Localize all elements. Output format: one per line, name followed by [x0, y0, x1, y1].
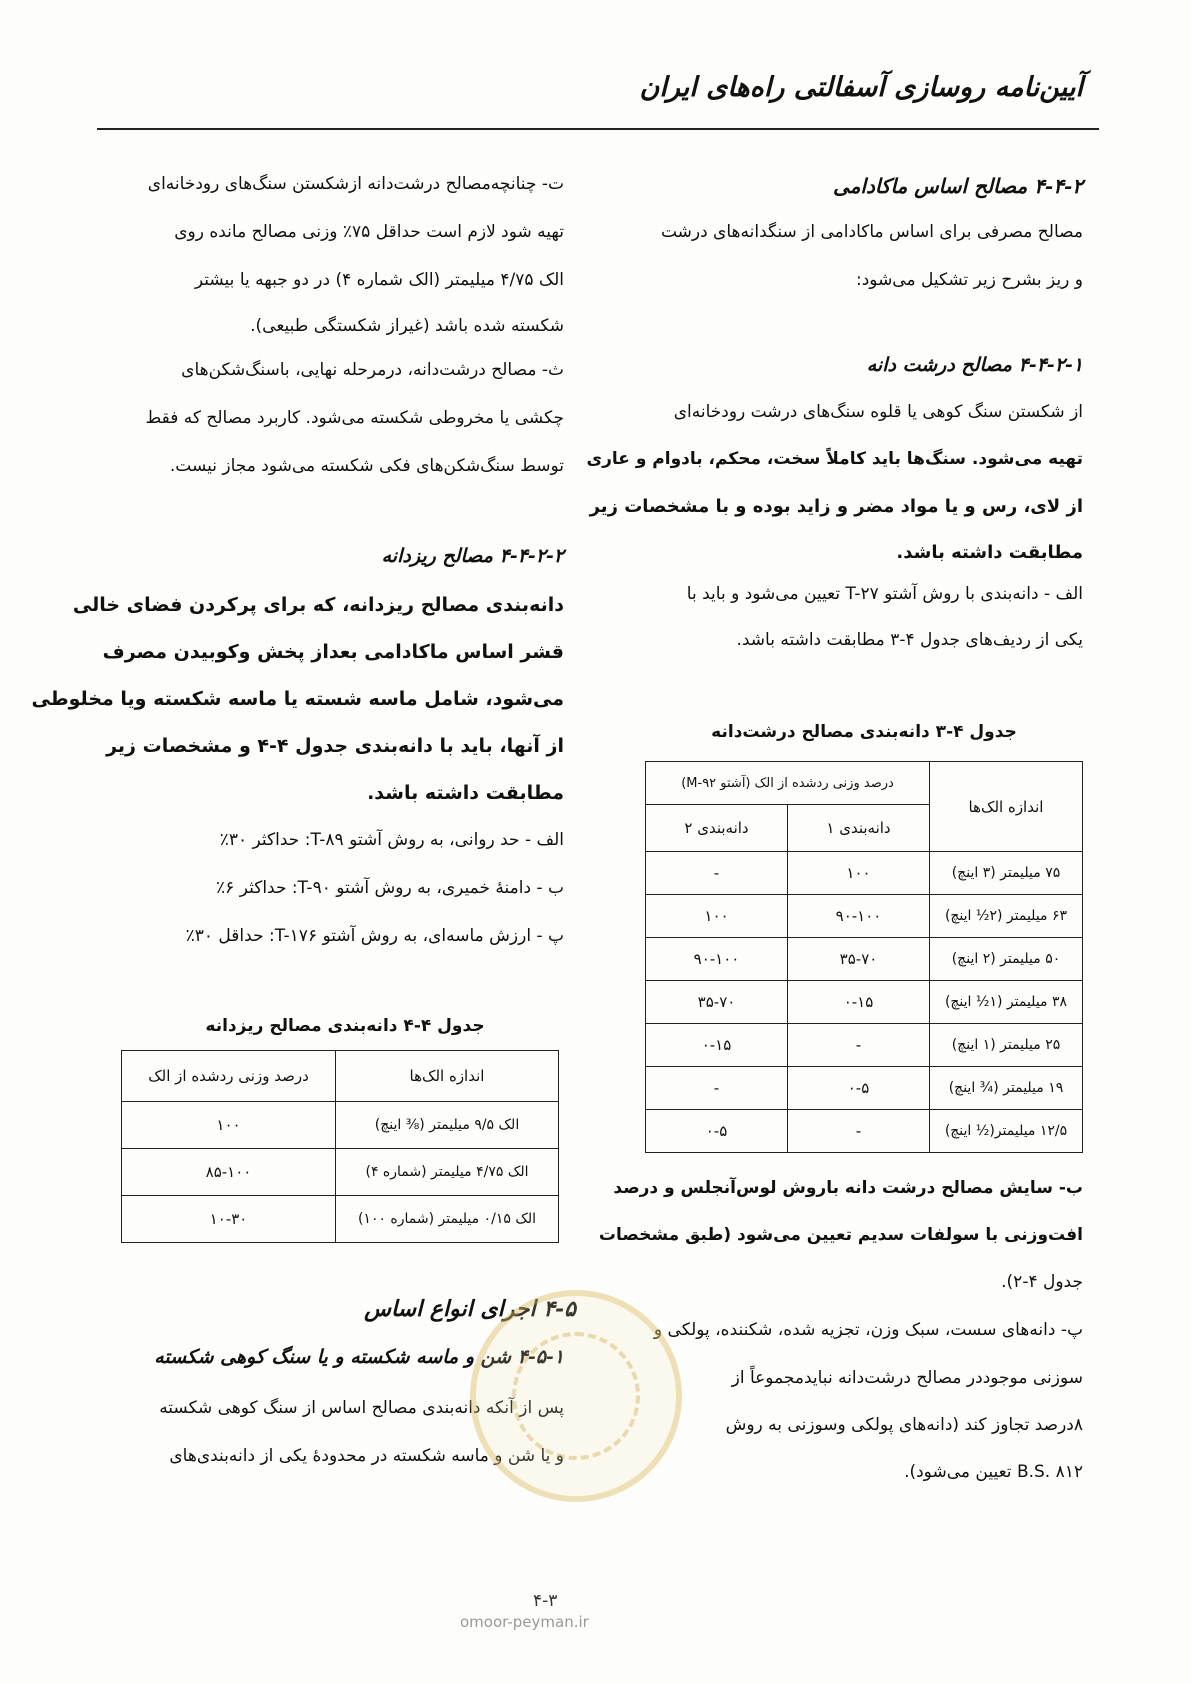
table-cell: ۹۰-۱۰۰ [788, 895, 930, 938]
table-cell: ۲۵ میلیمتر (۱ اینچ) [930, 1024, 1083, 1067]
footer-site [460, 1612, 589, 1632]
paragraph-line: و یا شن و ماسه شکسته در محدودهٔ یکی از دانه‌بندی‌های [169, 1446, 564, 1466]
paragraph-line: از آنها، باید با دانه‌بندی جدول ۴-۴ و مشخصات زیر [106, 735, 564, 757]
table-cell: الک ۰/۱۵ میلیمتر (شماره ۱۰۰) [336, 1196, 559, 1243]
paragraph-line: از لای، رس و یا مواد مضر و زاید بوده و با مشخصات زیر [589, 496, 1083, 517]
seal-inner-ring [512, 1332, 640, 1460]
paragraph-line: B.S. ۸۱۲ تعیین می‌شود). [904, 1462, 1083, 1482]
paragraph-line: مطابقت داشته باشد. [367, 782, 564, 804]
paragraph-line: دانه‌بندی مصالح ریزدانه، که برای پرکردن فضای خالی [72, 594, 564, 616]
fine-aggregate-table [121, 1050, 559, 1243]
paragraph-line: و ریز بشرح زیر تشکیل می‌شود: [855, 270, 1083, 290]
table-row [646, 1110, 1083, 1153]
table-cell: ۰-۵ [788, 1067, 930, 1110]
paragraph-line: ب - دامنهٔ خمیری، به روش آشتو T-۹۰: حداکثر ۶٪ [216, 878, 564, 898]
table-row [646, 938, 1083, 981]
table-row [646, 852, 1083, 895]
table-cell: ۱۲/۵ میلیمتر(½ اینچ) [930, 1110, 1083, 1153]
section-heading-4-4-2: ۴-۴-۲ مصالح اساس ماکادامی [833, 174, 1083, 198]
header-divider [97, 128, 1099, 130]
table-cell: - [646, 852, 788, 895]
table-cell: ۱۰-۳۰ [122, 1196, 336, 1243]
table-cell: - [788, 1110, 930, 1153]
paragraph-line: سوزنی موجوددر مصالح درشت‌دانه نباید‌مجموعاً از [731, 1368, 1083, 1388]
footer-site-text: omoor-peyman.ir [460, 1613, 589, 1631]
table-cell: ۵۰ میلیمتر (۲ اینچ) [930, 938, 1083, 981]
table-cell: ۳۵-۷۰ [646, 981, 788, 1024]
section-heading-4-5-1: ۴-۵-۱ شن و ماسه شکسته و یا سنگ کوهی شکسته [154, 1346, 564, 1368]
table-header-cell: اندازه الک‌ها [930, 762, 1083, 852]
paragraph-line: الف - دانه‌بندی با روش آشتو T-۲۷ تعیین می‌شود و باید با [686, 584, 1083, 604]
coarse-aggregate-table [645, 761, 1083, 1153]
table-cell: - [646, 1067, 788, 1110]
paragraph-line: توسط سنگ‌شکن‌های فکی شکسته می‌شود مجاز نیست. [169, 456, 564, 476]
paragraph-line: پ- دانه‌های سست، سبک وزن، تجزیه شده، شکننده، پولکی و [653, 1320, 1083, 1340]
table-row [122, 1102, 559, 1149]
table-cell: الک ۴/۷۵ میلیمتر (شماره ۴) [336, 1149, 559, 1196]
paragraph-line: مصالح مصرفی برای اساس ماکادامی از سنگدانه‌های درشت [660, 222, 1083, 242]
table-header-cell: دانه‌بندی ۲ [646, 805, 788, 852]
section-heading-4-4-2-2: ۴-۴-۲-۲ مصالح ریزدانه [381, 545, 564, 567]
paragraph-line: ث- مصالح درشت‌دانه، درمرحله نهایی، باسنگ‌شکن‌های [181, 360, 564, 380]
table-header-cell: درصد وزنی ردشده از الک [122, 1051, 336, 1102]
table-cell: ۹۰-۱۰۰ [646, 938, 788, 981]
paragraph-line: پ - ارزش ماسه‌ای، به روش آشتو T-۱۷۶: حداقل ۳۰٪ [185, 926, 564, 946]
table-cell: ۰-۱۵ [788, 981, 930, 1024]
table-header-cell: دانه‌بندی ۱ [788, 805, 930, 852]
page-number: ۴-۳ [533, 1591, 558, 1611]
paragraph-line: از شکستن سنگ کوهی یا قلوه سنگ‌های درشت رودخانه‌ای [673, 402, 1083, 422]
table-caption: جدول ۴-۴ دانه‌بندی مصالح ریزدانه [205, 1016, 485, 1036]
table-cell: ۱۰۰ [646, 895, 788, 938]
section-heading-4-4-2-1: ۴-۴-۲-۱ مصالح درشت دانه [866, 354, 1083, 376]
table-row [646, 895, 1083, 938]
paragraph-line: قشر اساس ماکادامی بعداز پخش وکوبیدن مصرف [102, 641, 564, 663]
paragraph-line: شکسته شده باشد (غیراز شکستگی طبیعی). [250, 316, 564, 336]
paragraph-line: افت‌وزنی با سولفات سدیم تعیین می‌شود (طبق مشخصات [598, 1225, 1083, 1245]
paragraph-line: جدول ۴-۲). [1001, 1272, 1083, 1292]
table-cell: ۷۵ میلیمتر (۳ اینچ) [930, 852, 1083, 895]
paragraph-line: یکی از ردیف‌های جدول ۴-۳ مطابقت داشته باشد. [736, 630, 1083, 650]
table-row [646, 981, 1083, 1024]
paragraph-line: ت- چنانچه‌مصالح درشت‌دانه ازشکستن سنگ‌های رودخانه‌ای [147, 174, 564, 194]
table-cell: الک ۹/۵ میلیمتر (⅜ اینچ) [336, 1102, 559, 1149]
paragraph-line: تهیه شود لازم است حداقل ۷۵٪ وزنی مصالح مانده روی [174, 222, 564, 242]
section-heading-4-5: ۴-۵ اجرای انواع اساس [364, 1296, 576, 1322]
paragraph-line: ۸درصد تجاوز کند (دانه‌های پولکی وسوزنی به روش [725, 1415, 1083, 1435]
table-header-cell: اندازه الک‌ها [336, 1051, 559, 1102]
table-cell: ۳۸ میلیمتر (۱½ اینچ) [930, 981, 1083, 1024]
table-row [646, 1024, 1083, 1067]
paragraph-line: الک ۴/۷۵ میلیمتر (الک شماره ۴) در دو جبهه یا بیشتر [194, 270, 564, 290]
table-cell: ۳۵-۷۰ [788, 938, 930, 981]
publisher-seal-watermark [470, 1290, 682, 1502]
table-cell: ۶۳ میلیمتر (۲½ اینچ) [930, 895, 1083, 938]
paragraph-line: چکشی یا مخروطی شکسته می‌شود. کاربرد مصالح که فقط [145, 408, 564, 428]
paragraph-line: تهیه می‌شود. سنگ‌ها باید کاملاً سخت، محکم، بادوام و عاری [586, 449, 1083, 469]
table-cell: ۸۵-۱۰۰ [122, 1149, 336, 1196]
table-cell: ۰-۱۵ [646, 1024, 788, 1067]
table-cell: ۱۹ میلیمتر (¾ اینچ) [930, 1067, 1083, 1110]
table-cell: ۰-۵ [646, 1110, 788, 1153]
table-header-cell: درصد وزنی ردشده از الک (آشتو M-۹۲) [646, 762, 930, 805]
table-row [122, 1196, 559, 1243]
document-header-title: آیین‌نامه روسازی آسفالتی راه‌های ایران [639, 72, 1083, 103]
table-row [646, 1067, 1083, 1110]
paragraph-line: پس از آنکه دانه‌بندی مصالح اساس از سنگ کوهی شکسته [159, 1398, 564, 1418]
paragraph-line: می‌شود، شامل ماسه شسته یا ماسه شکسته ویا مخلوطی [31, 688, 564, 710]
table-row [122, 1149, 559, 1196]
table-cell: - [788, 1024, 930, 1067]
table-cell: ۱۰۰ [122, 1102, 336, 1149]
table-cell: ۱۰۰ [788, 852, 930, 895]
paragraph-line: مطابقت داشته باشد. [896, 542, 1083, 563]
table-caption: جدول ۴-۳ دانه‌بندی مصالح درشت‌دانه [711, 722, 1017, 742]
paragraph-line: الف - حد روانی، به روش آشتو T-۸۹: حداکثر ۳۰٪ [219, 830, 564, 850]
paragraph-line: ب- سایش مصالح درشت دانه باروش لوس‌آنجلس و درصد [613, 1178, 1083, 1198]
